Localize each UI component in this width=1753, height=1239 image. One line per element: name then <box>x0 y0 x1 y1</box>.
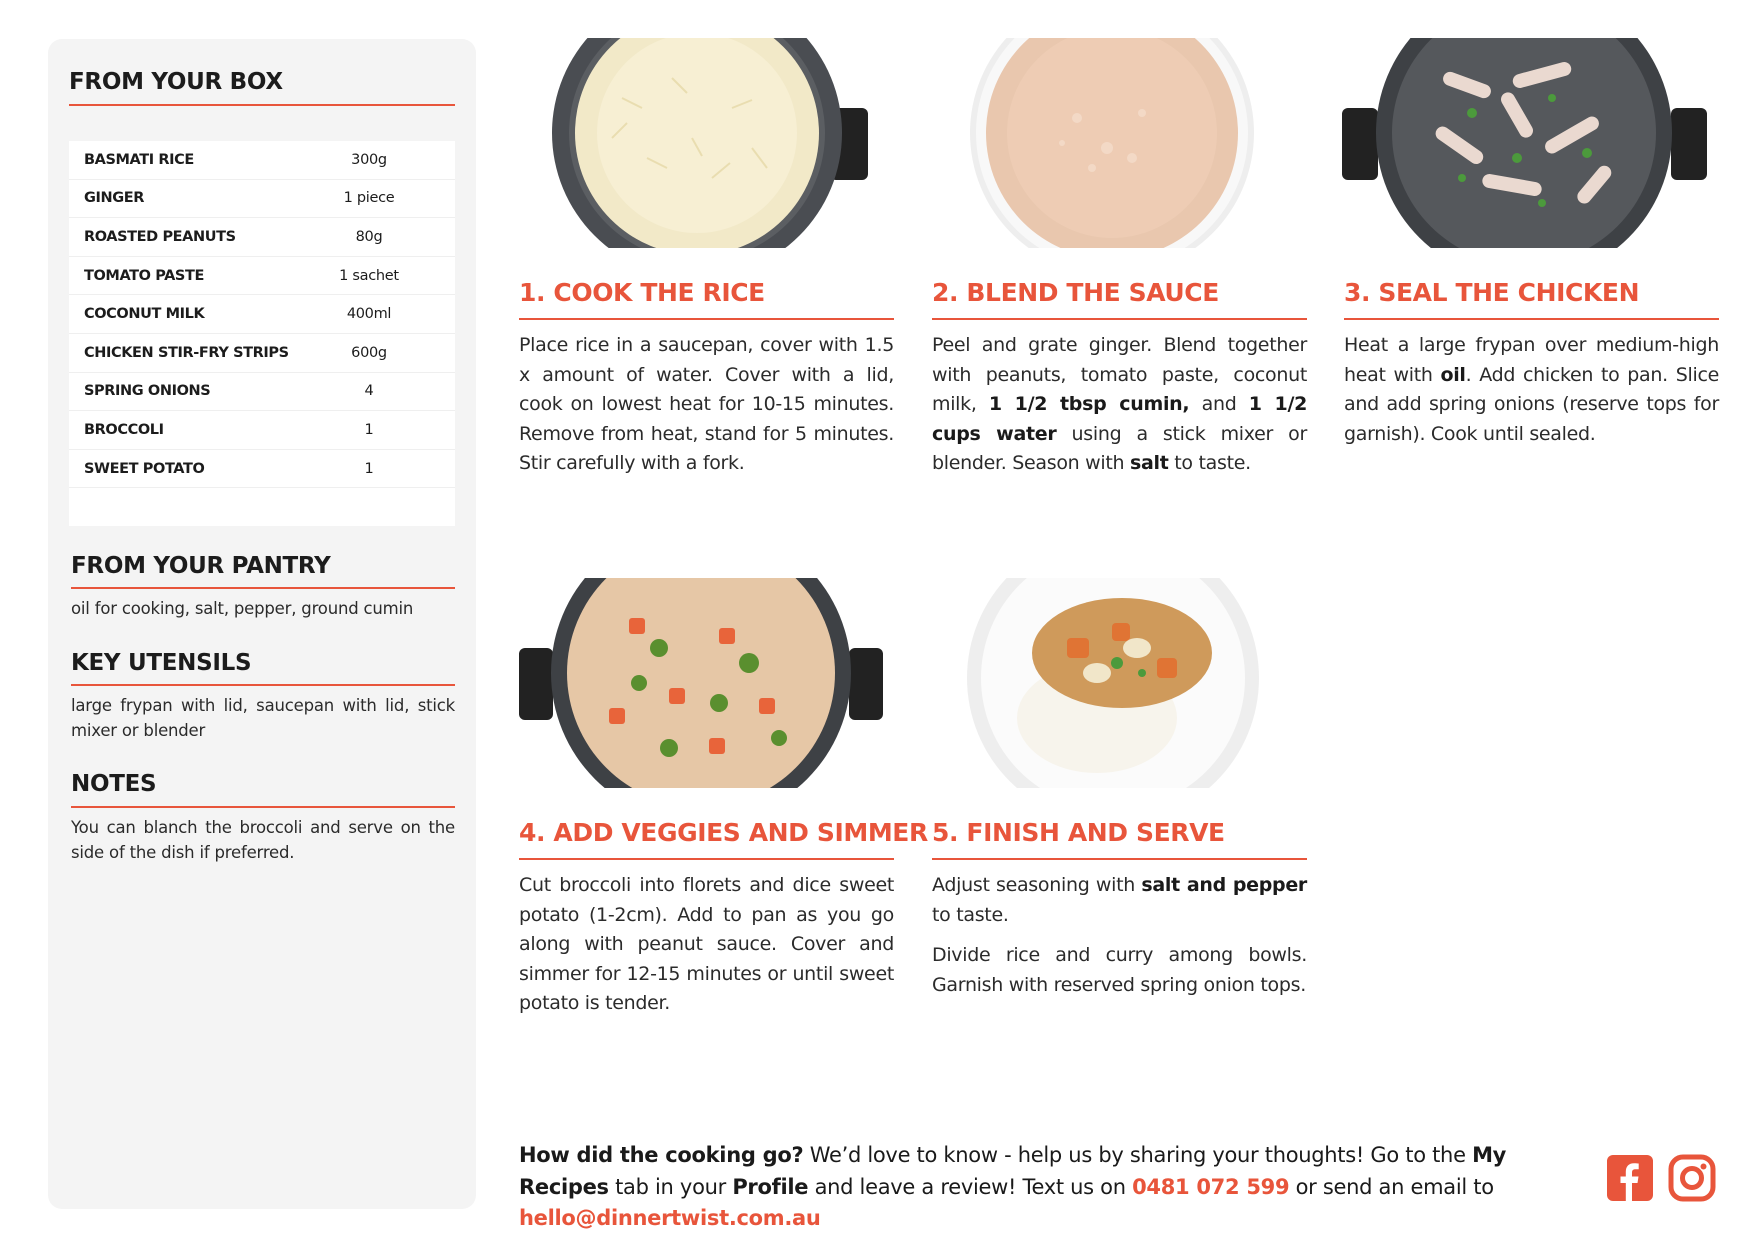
table-row <box>69 334 455 373</box>
divider <box>71 587 455 589</box>
bold-text: salt <box>1130 452 1169 474</box>
bold-text: salt and pepper <box>1141 874 1307 896</box>
chicken-pan-image <box>1342 38 1707 248</box>
divider <box>932 858 1307 860</box>
text-run: We’d love to know - help us by sharing your thoughts! Go to the <box>803 1143 1473 1167</box>
profile-text: Profile <box>732 1174 809 1199</box>
utensils-text: large frypan with lid, saucepan with lid, stick mixer or blender <box>71 696 455 740</box>
step-2 <box>932 38 1307 478</box>
ingredient-name: SPRING ONIONS <box>84 383 211 400</box>
divider <box>71 806 455 808</box>
ingredient-name: GINGER <box>84 190 145 207</box>
ingredient-qty: 300g <box>351 151 387 168</box>
bold-text: oil <box>1440 363 1466 386</box>
divider <box>71 684 455 686</box>
ingredient-qty: 600g <box>351 344 387 361</box>
pantry-text: oil for cooking, salt, pepper, ground cumin <box>71 599 414 618</box>
curry-bowl-image <box>967 578 1259 788</box>
table-row <box>69 180 455 219</box>
step-text <box>1344 331 1719 449</box>
step-text <box>932 871 1307 1000</box>
divider <box>1344 318 1719 320</box>
step-title: 5. FINISH AND SERVE <box>932 818 1225 847</box>
notes-text: You can blanch the broccoli and serve on the side of the dish if preferred. <box>71 818 455 862</box>
text-run: to taste. <box>1168 452 1251 474</box>
ingredient-name: BROCCOLI <box>84 421 164 438</box>
table-row <box>69 373 455 412</box>
paragraph: Divide rice and curry among bowls. Garnish with reserved spring onion tops. <box>932 944 1307 996</box>
paragraph <box>932 871 1307 930</box>
step-title: 4. ADD VEGGIES AND SIMMER <box>519 818 928 847</box>
step-4 <box>519 578 928 1018</box>
step-3 <box>1344 38 1719 478</box>
text-run: and <box>1189 393 1249 415</box>
ingredient-qty: 1 <box>364 460 374 477</box>
text-run: or send an email to <box>1289 1174 1494 1199</box>
divider <box>932 318 1307 320</box>
step-title: 3. SEAL THE CHICKEN <box>1344 278 1640 307</box>
divider <box>69 104 455 106</box>
from-your-pantry-heading: FROM YOUR PANTRY <box>71 553 331 579</box>
step-1 <box>519 38 894 478</box>
phone-link[interactable]: 0481 072 599 <box>1132 1174 1290 1199</box>
ingredient-name: COCONUT MILK <box>84 306 205 323</box>
my-recipes-text: My Recipes <box>519 1143 1507 1199</box>
text-run: Heat a large frypan over medium-high heat with <box>1344 334 1719 386</box>
bold-text: 1 1/2 tbsp cumin, <box>988 393 1190 415</box>
feedback-footer <box>519 1140 1584 1235</box>
from-your-box-heading: FROM YOUR BOX <box>69 69 283 95</box>
text-run: Peel and grate ginger. Blend together with peanuts, tomato paste, coconut milk, <box>932 334 1307 415</box>
step-5 <box>932 578 1307 1018</box>
step-text <box>932 331 1307 479</box>
ingredient-table <box>69 141 455 526</box>
text-run: tab in your <box>608 1174 733 1199</box>
notes-heading: NOTES <box>71 771 157 797</box>
table-row <box>69 141 455 180</box>
table-row <box>69 450 455 489</box>
table-row-empty <box>69 488 455 526</box>
email-link[interactable]: hello@dinnertwist.com.au <box>519 1206 821 1230</box>
ingredient-qty: 1 sachet <box>339 267 399 284</box>
ingredient-name: BASMATI RICE <box>84 151 194 168</box>
ingredient-name: TOMATO PASTE <box>84 267 204 284</box>
ingredient-qty: 1 piece <box>343 190 395 207</box>
step-title: 2. BLEND THE SAUCE <box>932 278 1219 307</box>
instagram-icon[interactable] <box>1668 1154 1716 1202</box>
divider <box>519 858 894 860</box>
ingredient-qty: 80g <box>355 228 383 245</box>
facebook-icon[interactable] <box>1606 1154 1654 1202</box>
ingredient-name: CHICKEN STIR-FRY STRIPS <box>84 344 289 361</box>
text-run: Adjust seasoning with <box>932 874 1142 896</box>
step-title: 1. COOK THE RICE <box>519 278 765 307</box>
ingredient-name: ROASTED PEANUTS <box>84 228 236 245</box>
text-run: and leave a review! Text us on <box>808 1174 1133 1199</box>
divider <box>519 318 894 320</box>
text-run: . Add chicken to pan. Slice and add spring onions (reserve tops for garnish). Cook until sealed. <box>1344 363 1719 445</box>
step-text: Place rice in a saucepan, cover with 1.5 x amount of water. Cover with a lid, cook on lowest heat for 10-15 minutes. Remove from heat, stand for 5 minutes. Stir carefully with a fork. <box>519 334 894 474</box>
table-row <box>69 218 455 257</box>
text-run: using a stick mixer or blender. Season with <box>932 422 1307 474</box>
table-row <box>69 411 455 450</box>
ingredient-qty: 1 <box>364 421 374 438</box>
ingredient-qty: 400ml <box>346 306 392 323</box>
ingredient-name: SWEET POTATO <box>84 460 205 477</box>
table-row <box>69 295 455 334</box>
table-row <box>69 257 455 296</box>
step-text: Cut broccoli into florets and dice sweet potato (1-2cm). Add to pan as you go along with peanut sauce. Cover and simmer for 12-15 minutes or until sweet potato is tender. <box>519 874 894 1014</box>
footer-question: How did the cooking go? <box>519 1143 804 1167</box>
bold-text: 1 1/2 cups water <box>932 393 1308 445</box>
ingredient-qty: 4 <box>364 383 374 400</box>
text-run: to taste. <box>932 903 1009 926</box>
sauce-bowl-image <box>967 38 1257 248</box>
rice-pot-image <box>552 38 886 248</box>
ingredients-panel <box>48 39 476 1209</box>
curry-pan-image <box>519 578 883 788</box>
key-utensils-heading: KEY UTENSILS <box>71 650 252 676</box>
